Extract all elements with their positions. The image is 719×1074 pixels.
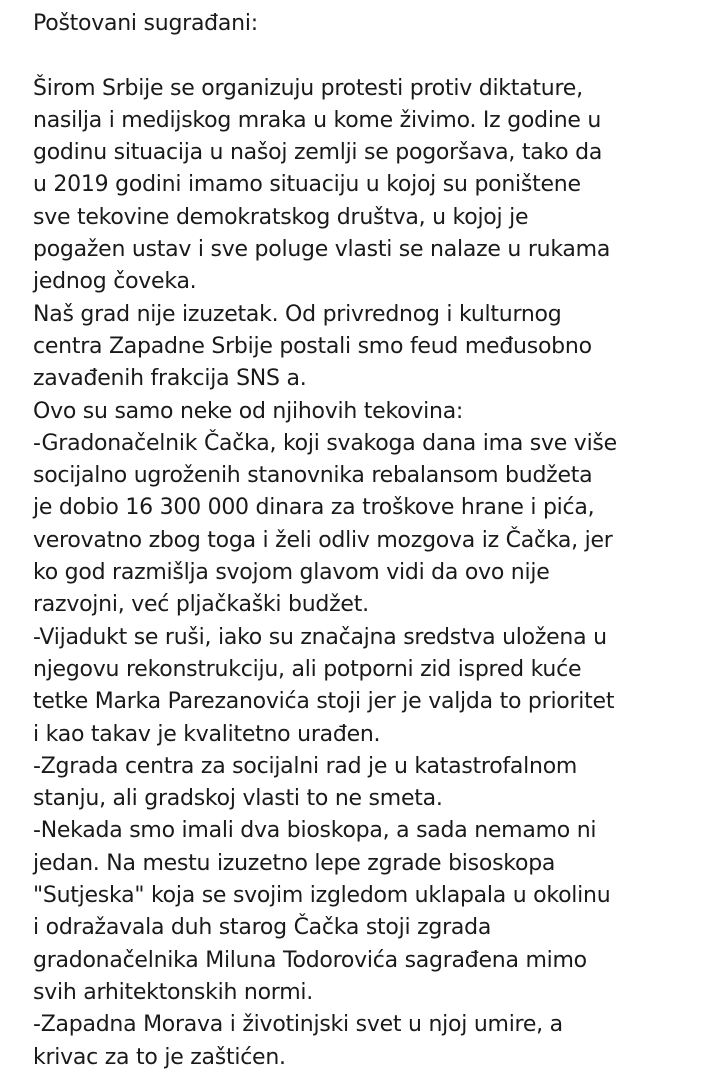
letter-body — [33, 73, 713, 1074]
body-line: sve tekovine demokratskog društva, u kojoj je — [33, 204, 529, 230]
body-line: ko god razmišlja svojom glavom vidi da ovo nije — [33, 560, 550, 586]
blank-spacer — [33, 40, 713, 72]
body-line: krivac za to je zaštićen. — [33, 1044, 286, 1070]
greeting-line: Poštovani sugrađani: — [33, 11, 258, 36]
body-line: i kao takav je kvalitetno urađen. — [33, 721, 381, 747]
body-line: svih arhitektonskih normi. — [33, 979, 314, 1005]
body-line: Ovo su samo neke od njihovih tekovina: — [33, 398, 464, 424]
body-line: Naš grad nije izuzetak. Od privrednog i kulturnog — [33, 301, 562, 327]
body-line: je dobio 16 300 000 dinara za troškove hrane i pića, — [33, 495, 595, 521]
body-line: -Vijadukt se ruši, iako su značajna sredstva uložena u — [33, 624, 607, 650]
body-line: -Zapadna Morava i životinjski svet u njoj umire, a — [33, 1012, 563, 1038]
body-line: Širom Srbije se organizuju protesti protiv diktature, — [33, 75, 583, 101]
body-line: stanju, ali gradskoj vlasti to ne smeta. — [33, 786, 443, 812]
body-line: zavađenih frakcija SNS a. — [33, 366, 307, 392]
body-line: jedan. Na mestu izuzetno lepe zgrade bisoskopa — [33, 850, 556, 876]
body-line: razvojni, već pljačkaški budžet. — [33, 592, 369, 618]
body-line: -Nekada smo imali dva bioskopa, a sada nemamo ni — [33, 818, 597, 844]
body-line: -Zgrada centra za socijalni rad je u katastrofalnom — [33, 753, 578, 779]
body-line: njegovu rekonstrukciju, ali potporni zid ispred kuće — [33, 656, 582, 682]
body-line: nasilja i medijskog mraka u kome živimo. Iz godine u — [33, 107, 602, 133]
body-line: pogažen ustav i sve poluge vlasti se nalaze u rukama — [33, 237, 611, 263]
body-line: tetke Marka Parezanovića stoji jer je valjda to prioritet — [33, 689, 615, 715]
body-line: i odražavala duh starog Čačka stoji zgrada — [33, 915, 492, 941]
body-line: "Sutjeska" koja se svojim izgledom uklapala u okolinu — [33, 883, 611, 909]
body-line: jednog čoveka. — [33, 269, 197, 295]
body-line: u 2019 godini imamo situaciju u kojoj su poništene — [33, 172, 581, 198]
body-line: verovatno zbog toga i želi odliv mozgova iz Čačka, jer — [33, 527, 613, 553]
body-line: centra Zapadne Srbije postali smo feud međusobno — [33, 333, 592, 359]
body-line: -Gradonačelnik Čačka, koji svakoga dana ima sve više — [33, 430, 617, 456]
body-line: gradonačelnika Miluna Todorovića sagrađena mimo — [33, 947, 587, 973]
letter-document — [33, 8, 713, 1074]
body-line: socijalno ugroženih stanovnika rebalansom budžeta — [33, 463, 593, 489]
body-line: godinu situacija u našoj zemlji se pogoršava, tako da — [33, 140, 603, 166]
